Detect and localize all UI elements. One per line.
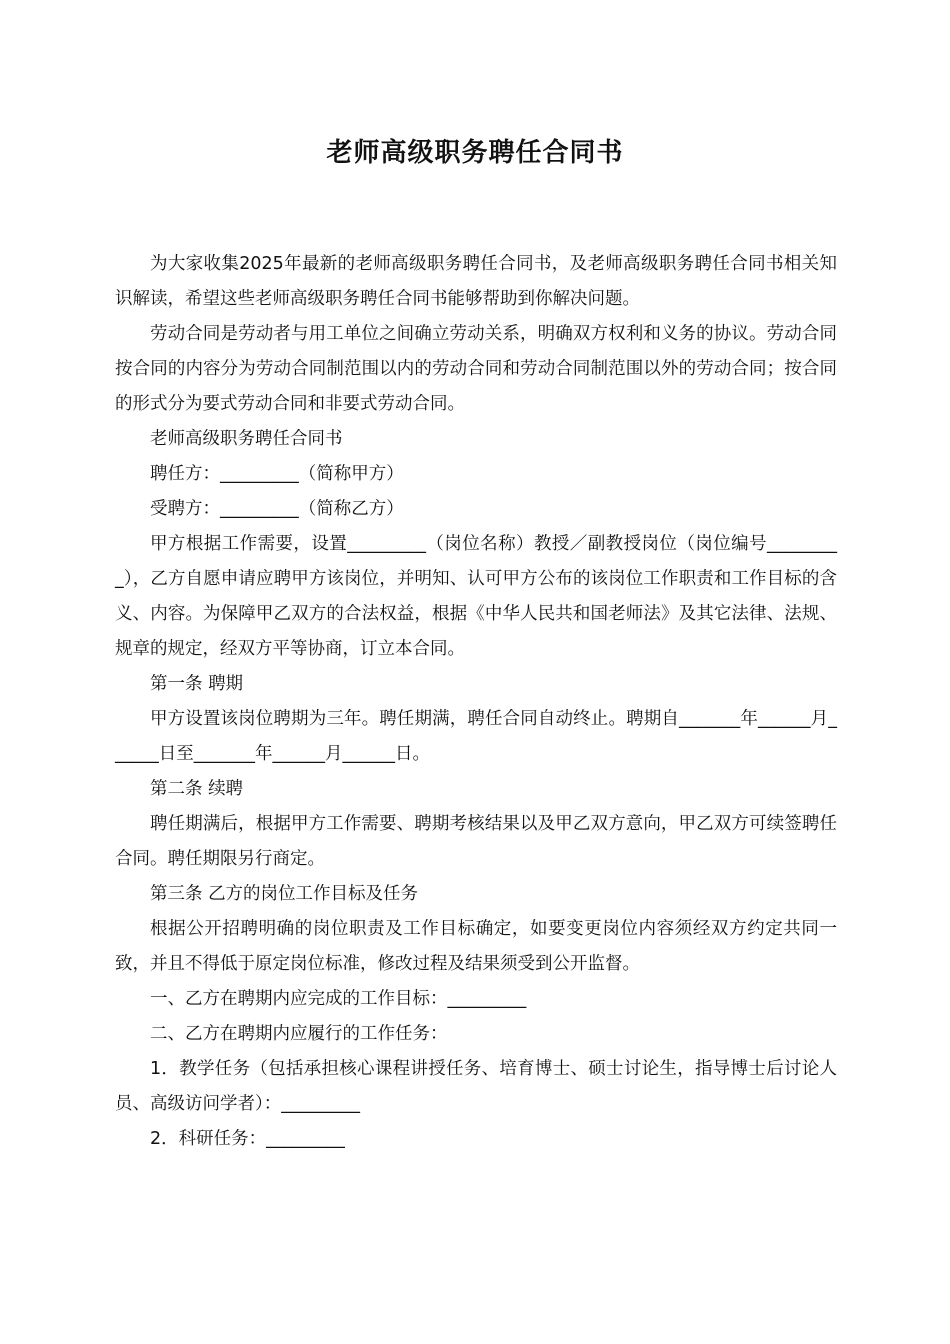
labor-contract-definition-paragraph: 劳动合同是劳动者与用工单位之间确立劳动关系，明确双方权利和义务的协议。劳动合同按合同的内容分为劳动合同制范围以内的劳动合同和劳动合同制范围以外的劳动合同；按合同的形式分为要式劳动合同和非要式劳动合同。 bbox=[115, 324, 837, 414]
preamble-paragraph: 甲方根据工作需要，设置_________（岗位名称）教授／副教授岗位（岗位编号_________），乙方自愿申请应聘甲方该岗位，并明知、认可甲方公布的该岗位工作职责和工作目标的含义、内容。为保障甲乙双方的合法权益，根据《中华人民共和国老师法》及其它法律、法规、规章的规定，经双方平等协商，订立本合同。 bbox=[115, 534, 837, 659]
contract-subtitle: 老师高级职务聘任合同书 bbox=[150, 429, 343, 449]
employer-party-line: 聘任方：_________（简称甲方） bbox=[150, 464, 404, 484]
teaching-task-item: 1．教学任务（包括承担核心课程讲授任务、培育博士、硕士讨论生，指导博士后讨论人员、高级访问学者）：_________ bbox=[115, 1059, 837, 1114]
research-task-item: 2．科研任务：_________ bbox=[150, 1129, 345, 1149]
article-3-heading: 第三条 乙方的岗位工作目标及任务 bbox=[150, 884, 419, 904]
employee-party-line: 受聘方：_________（简称乙方） bbox=[150, 499, 404, 519]
work-goals-line: 一、乙方在聘期内应完成的工作目标：_________ bbox=[150, 989, 527, 1009]
article-1-heading: 第一条 聘期 bbox=[150, 674, 244, 694]
document-body bbox=[115, 247, 837, 1157]
work-tasks-line: 二、乙方在聘期内应履行的工作任务： bbox=[150, 1024, 448, 1044]
article-2-heading: 第二条 续聘 bbox=[150, 779, 244, 799]
document-title: 老师高级职务聘任合同书 bbox=[326, 138, 624, 168]
article-2-text: 聘任期满后，根据甲方工作需要、聘期考核结果以及甲乙双方意向，甲乙双方可续签聘任合同。聘任期限另行商定。 bbox=[115, 814, 837, 869]
article-3-text: 根据公开招聘明确的岗位职责及工作目标确定，如要变更岗位内容须经双方约定共同一致，并且不得低于原定岗位标准，修改过程及结果须受到公开监督。 bbox=[115, 919, 837, 974]
intro-paragraph: 为大家收集2025年最新的老师高级职务聘任合同书，及老师高级职务聘任合同书相关知识解读，希望这些老师高级职务聘任合同书能够帮助到你解决问题。 bbox=[115, 254, 837, 309]
article-1-text: 甲方设置该岗位聘期为三年。聘任期满，聘任合同自动终止。聘期自_______年______月______日至_______年______月______日。 bbox=[115, 709, 837, 764]
